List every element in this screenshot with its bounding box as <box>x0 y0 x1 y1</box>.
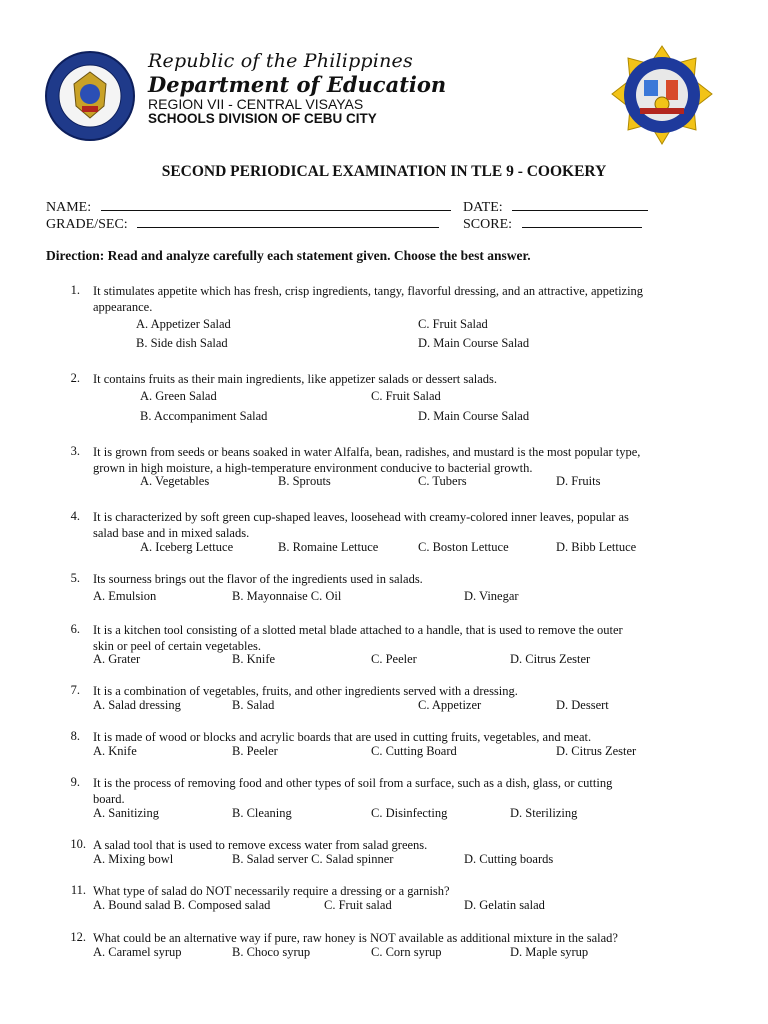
question-line: appearance. <box>93 300 153 314</box>
option[interactable]: A. Salad dressing <box>93 698 181 712</box>
option[interactable]: A. Bound salad B. Composed salad <box>93 898 271 912</box>
option[interactable]: A. Green Salad <box>140 389 217 403</box>
option[interactable]: D. Main Course Salad <box>418 336 530 350</box>
header-division: SCHOOLS DIVISION OF CEBU CITY <box>148 111 377 126</box>
question-line: salad base and in mixed salads. <box>93 526 250 540</box>
option[interactable]: D. Citrus Zester <box>510 652 591 666</box>
option[interactable]: D. Maple syrup <box>510 945 589 959</box>
option[interactable]: D. Cutting boards <box>464 852 554 866</box>
option[interactable]: D. Dessert <box>556 698 609 712</box>
option[interactable]: B. Peeler <box>232 744 278 758</box>
question-text <box>93 883 733 899</box>
option[interactable]: A. Knife <box>93 744 137 758</box>
question-line: It contains fruits as their main ingredients, like appetizer salads or dessert salads. <box>93 372 498 386</box>
name-field[interactable] <box>46 198 451 216</box>
option[interactable]: A. Iceberg Lettuce <box>140 540 234 554</box>
question-line: Its sourness brings out the flavor of the ingredients used in salads. <box>93 572 423 586</box>
option[interactable]: C. Fruit Salad <box>371 389 441 403</box>
deped-seal-logo <box>44 50 136 142</box>
option[interactable]: D. Citrus Zester <box>556 744 637 758</box>
header-republic: Republic of the Philippines <box>148 50 413 72</box>
option[interactable]: C. Fruit salad <box>324 898 392 912</box>
question-line: It is made of wood or blocks and acrylic boards that are used in cutting fruits, vegetables, and meat. <box>93 730 592 744</box>
question-line: It is a kitchen tool consisting of a slotted metal blade attached to a handle, that is used to remove the outer <box>93 623 623 637</box>
option[interactable]: A. Vegetables <box>140 474 210 488</box>
option[interactable]: B. Cleaning <box>232 806 292 820</box>
option[interactable]: A. Sanitizing <box>93 806 159 820</box>
grade-field[interactable] <box>46 215 439 233</box>
question-text <box>93 571 733 587</box>
question-text <box>93 930 733 946</box>
option[interactable]: D. Vinegar <box>464 589 519 603</box>
header-region: REGION VII - CENTRAL VISAYAS <box>148 96 364 112</box>
option[interactable]: D. Main Course Salad <box>418 409 530 423</box>
option[interactable]: C. Tubers <box>418 474 467 488</box>
direction-text: Direction: Read and analyze carefully each statement given. Choose the best answer. <box>46 248 531 263</box>
date-label: DATE: <box>463 200 503 215</box>
option[interactable]: A. Appetizer Salad <box>136 317 231 331</box>
question-line: It stimulates appetite which has fresh, crisp ingredients, tangy, flavorful dressing, and an attractive, appetizing <box>93 284 644 298</box>
option[interactable]: C. Appetizer <box>418 698 482 712</box>
question-line: What type of salad do NOT necessarily require a dressing or a garnish? <box>93 884 450 898</box>
grade-blank[interactable] <box>137 215 439 228</box>
question-number: 9. <box>70 775 80 789</box>
question-line: skin or peel of certain vegetables. <box>93 639 261 653</box>
city-central-school-logo <box>610 44 714 146</box>
option[interactable]: B. Knife <box>232 652 276 666</box>
question-text <box>93 775 733 807</box>
question-text <box>93 509 733 541</box>
question-number: 1. <box>70 283 80 297</box>
question-number: 2. <box>70 371 80 385</box>
option[interactable]: D. Bibb Lettuce <box>556 540 637 554</box>
question-line: It is the process of removing food and other types of soil from a surface, such as a dish, glass, or cutting <box>93 776 613 790</box>
question-line: board. <box>93 792 125 806</box>
option[interactable]: C. Corn syrup <box>371 945 442 959</box>
option[interactable]: B. Mayonnaise C. Oil <box>232 589 342 603</box>
option[interactable]: D. Gelatin salad <box>464 898 545 912</box>
date-field[interactable] <box>463 198 648 216</box>
name-blank[interactable] <box>101 198 451 211</box>
question-text <box>93 444 733 476</box>
question-number: 6. <box>70 622 80 636</box>
question-number: 7. <box>70 683 80 697</box>
option[interactable]: B. Romaine Lettuce <box>278 540 379 554</box>
option[interactable]: B. Choco syrup <box>232 945 311 959</box>
score-blank[interactable] <box>522 215 642 228</box>
score-field[interactable] <box>463 215 642 233</box>
option[interactable]: B. Salad <box>232 698 275 712</box>
question-number: 11. <box>70 883 86 897</box>
question-text <box>93 837 733 853</box>
option[interactable]: B. Accompaniment Salad <box>140 409 268 423</box>
question-number: 12. <box>70 930 86 944</box>
header-department: Department of Education <box>148 72 447 97</box>
grade-label: GRADE/SEC: <box>46 217 128 232</box>
option[interactable]: C. Boston Lettuce <box>418 540 509 554</box>
question-text <box>93 729 733 745</box>
question-text <box>93 371 733 387</box>
question-line: It is a combination of vegetables, fruits, and other ingredients served with a dressing. <box>93 684 518 698</box>
option[interactable]: D. Fruits <box>556 474 601 488</box>
question-number: 4. <box>70 509 80 523</box>
question-text <box>93 683 733 699</box>
question-number: 8. <box>70 729 80 743</box>
question-line: It is grown from seeds or beans soaked in water Alfalfa, bean, radishes, and mustard is the most popular type, <box>93 445 641 459</box>
option[interactable]: C. Peeler <box>371 652 417 666</box>
option[interactable]: A. Mixing bowl <box>93 852 174 866</box>
option[interactable]: B. Side dish Salad <box>136 336 228 350</box>
option[interactable]: D. Sterilizing <box>510 806 578 820</box>
question-number: 5. <box>70 571 80 585</box>
option[interactable]: A. Emulsion <box>93 589 157 603</box>
question-number: 3. <box>70 444 80 458</box>
question-number: 10. <box>70 837 86 851</box>
question-text <box>93 283 733 315</box>
option[interactable]: A. Caramel syrup <box>93 945 182 959</box>
question-line: What could be an alternative way if pure, raw honey is NOT available as additional mixture in the salad? <box>93 931 618 945</box>
exam-title: SECOND PERIODICAL EXAMINATION IN TLE 9 - COOKERY <box>161 163 607 180</box>
option[interactable]: B. Sprouts <box>278 474 331 488</box>
name-label: NAME: <box>46 200 92 215</box>
option[interactable]: C. Cutting Board <box>371 744 457 758</box>
option[interactable]: A. Grater <box>93 652 141 666</box>
question-line: It is characterized by soft green cup-shaped leaves, loosehead with creamy-colored inner leaves, popular as <box>93 510 629 524</box>
option[interactable]: B. Salad server C. Salad spinner <box>232 852 394 866</box>
date-blank[interactable] <box>512 198 648 211</box>
question-line: grown in high moisture, a high-temperature environment conducive to bacterial growth. <box>93 461 533 475</box>
option[interactable]: C. Disinfecting <box>371 806 448 820</box>
question-line: A salad tool that is used to remove excess water from salad greens. <box>93 838 428 852</box>
question-text <box>93 622 733 654</box>
option[interactable]: C. Fruit Salad <box>418 317 488 331</box>
score-label: SCORE: <box>463 217 513 232</box>
